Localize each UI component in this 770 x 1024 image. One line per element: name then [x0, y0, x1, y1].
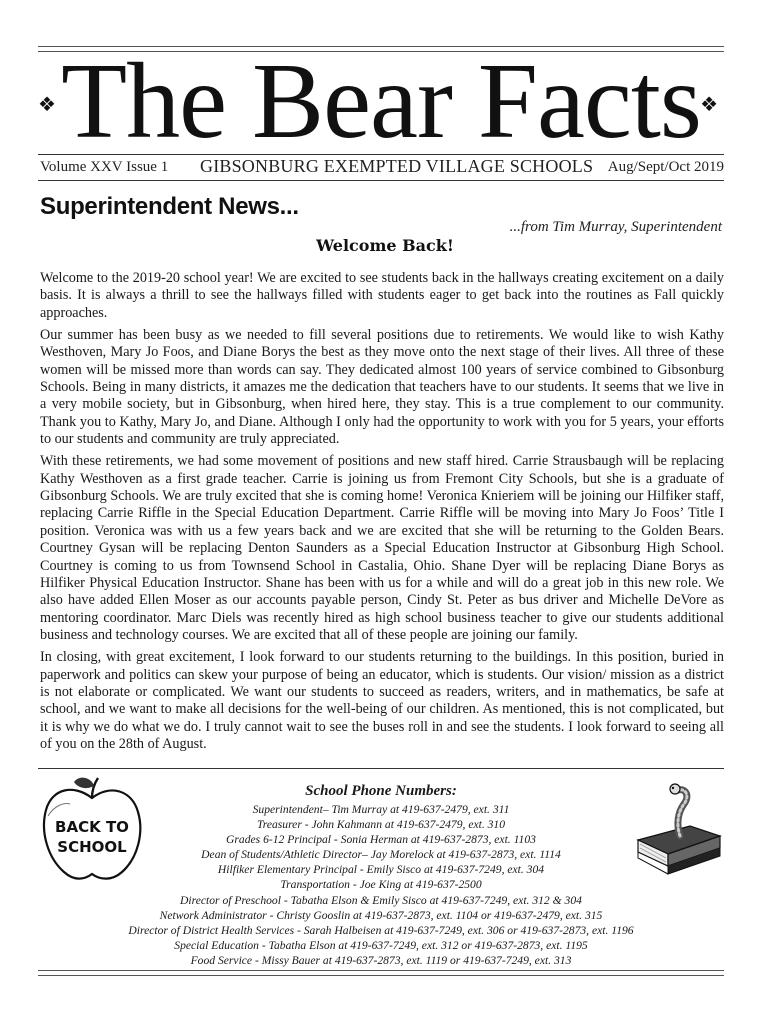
- article-body: [40, 270, 724, 758]
- bottom-rule: [38, 970, 724, 976]
- byline: ...from Tim Murray, Superintendent: [509, 219, 722, 235]
- article-paragraph: In closing, with great excitement, I look forward to our students returning to the buildings. In this position, buried in paperwork and politics can skew your purpose of being an educator, which is students. Our vision/ mission as a district is not elaborate or complicated. We want our students to succeed as readers, writers, and in mathematics, be safe at school, and we want to make all decisions for the well-being of our children. As mentioned, this is not complicated, but it is why we do what we do. I truly cannot wait to see the buses roll in and see the students. I look forward to seeing all of you on the 28th of August.: [40, 649, 724, 752]
- masthead: [38, 42, 724, 161]
- info-rule: [38, 180, 724, 181]
- phone-entry: Transportation - Joe King at 419-637-2500: [280, 878, 482, 892]
- phone-entry: Grades 6-12 Principal - Sonia Herman at 419-637-2873, ext. 1103: [226, 833, 536, 847]
- phone-entry: Superintendent– Tim Murray at 419-637-2479, ext. 311: [252, 803, 510, 816]
- phone-entry: Director of District Health Services - Sarah Halbeisen at 419-637-7249, ext. 306 or 419-637-2873, ext. 1196: [128, 923, 634, 937]
- phone-entry: Dean of Students/Athletic Director– Jay Morelock at 419-637-2873, ext. 1114: [201, 848, 561, 862]
- phones-top-rule: [38, 768, 724, 769]
- diamond-ornament-icon: ❖: [700, 92, 718, 116]
- phone-entry: Network Administrator - Christy Gooslin at 419-637-2873, ext. 1104 or 419-637-2479, ext. 315: [159, 908, 603, 922]
- issue-date: Aug/Sept/Oct 2019: [607, 159, 724, 175]
- section-title: Superintendent News...: [40, 193, 299, 220]
- phone-entry: Hilfiker Elementary Principal - Emily Sisco at 419-637-7249, ext. 304: [217, 863, 545, 877]
- article-headline: Welcome Back!: [316, 236, 454, 255]
- article-paragraph: With these retirements, we had some movement of positions and new staff hired. Carrie Strausbaugh will be replacing Kathy Westhoven as a first grade teacher. Carrie is joining us from Fremont City Schools, but she is a graduate of Gibsonburg Schools. We are truly excited that she is coming home! Veronica Knieriem will be joining our Hilfiker staff, replacing Carrie Riffle in the Special Education Department. Carrie Riffle will be moving into Mary Jo Foos’ Title I position. Veronica was with us a few years back and we are excited that she will be returning to the Golden Bears. Courtney Gysan will be replacing Denton Saunders as a Special Education Instructor at Gibsonburg High School. Courtney is coming to us from Townsend School in Castalia, Ohio. Shane Dyer will be replacing Diane Borys as Hilfiker Physical Education Instructor. Shane has been with us for a while and will do a great job in this new role. We also have added Ellen Moser as our accounts payable person, Cindy St. Peter as bus driver and Michelle DeVore as mentoring coordinator. Marc Diels was recently hired as high school business teacher to give our students additional business and technology courses. We are excited that all of these people are joining our family.: [40, 453, 724, 643]
- apple-text-line-2: SCHOOL: [57, 838, 127, 856]
- apple-text-line-1: BACK TO: [55, 818, 129, 836]
- phone-entry: Food Service - Missy Bauer at 419-637-2873, ext. 1119 or 419-637-7249, ext. 313: [190, 953, 572, 967]
- newsletter-title: The Bear Facts: [61, 42, 701, 161]
- volume-issue: Volume XXV Issue 1: [40, 159, 169, 175]
- diamond-ornament-icon: ❖: [38, 92, 56, 116]
- phones-heading: School Phone Numbers:: [305, 783, 457, 799]
- phone-entry: Director of Preschool - Tabatha Elson & Emily Sisco at 419-637-7249, ext. 312 & 304: [180, 893, 582, 907]
- article-paragraph: Our summer has been busy as we needed to fill several positions due to retirements. We would like to wish Kathy Westhoven, Mary Jo Foos, and Diane Borys the best as they move onto the next stage of their lives. All three of these women will be missed more than words can say. They dedicated almost 100 years of service combined to Gibsonburg Schools. Being in many districts, it amazes me the dedication that teachers have to our students. It seems that we live in a very mobile society, but in Gibsonburg, when hired here, they stay. This is a true complement to our community. Thank you to Kathy, Mary Jo, and Diane. Although I only had the opportunity to work with you for 5 years, your efforts to our students and community are truly appreciated.: [40, 327, 724, 448]
- phone-numbers-box: [38, 782, 724, 968]
- article-paragraph: Welcome to the 2019-20 school year! We are excited to see students back in the hallways creating excitement on a daily basis. It is always a thrill to see the hallways filled with students eager to get back into the routines as Fall quickly approaches.: [40, 270, 724, 321]
- district-name: GIBSONBURG EXEMPTED VILLAGE SCHOOLS: [200, 156, 594, 176]
- phone-entry: Special Education - Tabatha Elson at 419-637-7249, ext. 312 or 419-637-2873, ext. 1195: [174, 938, 588, 952]
- masthead-rule: [38, 154, 724, 155]
- phone-entry: Treasurer - John Kahmann at 419-637-2479, ext. 310: [256, 818, 506, 832]
